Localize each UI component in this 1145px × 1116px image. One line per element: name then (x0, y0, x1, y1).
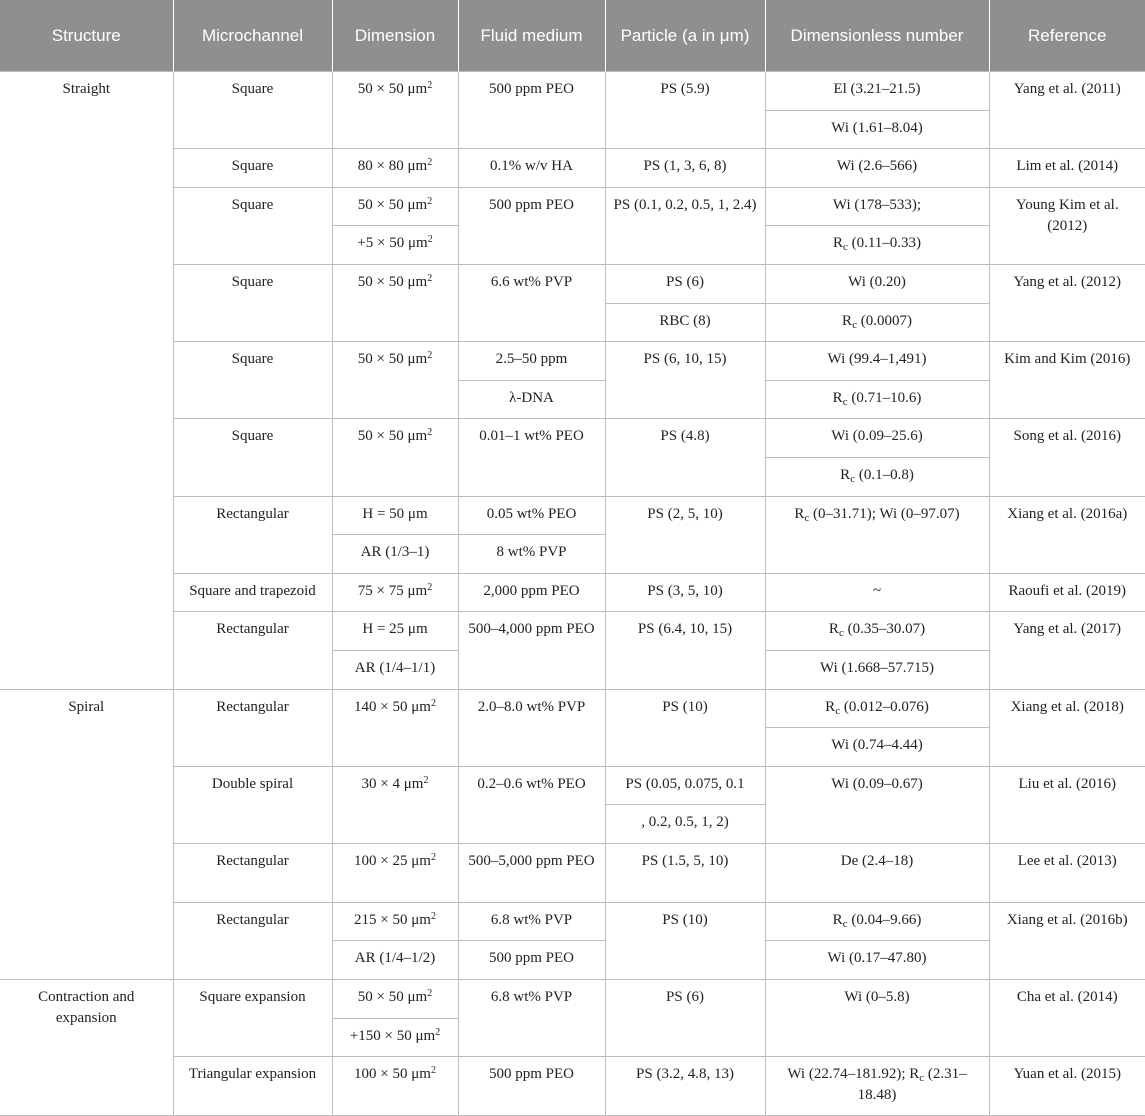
dimensionless-cell: $R_c$ (0–31.71); Wi (0–97.07) (765, 496, 989, 573)
reference-cell: Xiang et al. (2018) (989, 689, 1145, 766)
dimension-cell: AR (1/4–1/2) (332, 941, 458, 980)
dimensionless-cell: Wi (0.20) (765, 264, 989, 303)
dimension-cell: 50 × 50 $\mu m^2$ (332, 342, 458, 419)
structure-spiral: Spiral (0, 689, 173, 980)
dimension-cell: 50 × 50 $\mu m^2$ (332, 419, 458, 496)
particle-cell: PS (6.4, 10, 15) (605, 612, 765, 689)
reference-cell: Cha et al. (2014) (989, 980, 1145, 1057)
reference-cell: Xiang et al. (2016a) (989, 496, 1145, 573)
fluid-cell: λ-DNA (458, 380, 605, 419)
microchannel-cell: Square and trapezoid (173, 573, 332, 612)
reference-cell: Yuan et al. (2015) (989, 1057, 1145, 1116)
particle-cell: PS (5.9) (605, 72, 765, 149)
microchannel-cell: Square (173, 187, 332, 264)
microchannel-cell: Square expansion (173, 980, 332, 1057)
dimension-cell: 100 × 50 $\mu m^2$ (332, 1057, 458, 1116)
dimension-cell: 50 × 50 $\mu m^2$ (332, 980, 458, 1019)
particle-cell: PS (1, 3, 6, 8) (605, 149, 765, 188)
dimension-cell: H = 50 μm (332, 496, 458, 535)
microchannel-cell: Square (173, 419, 332, 496)
dimensionless-cell: $R_c$ (0.04–9.66) (765, 902, 989, 941)
fluid-cell: 0.1% w/v HA (458, 149, 605, 188)
dimension-cell: 80 × 80 $\mu m^2$ (332, 149, 458, 188)
reference-cell: Young Kim et al. (2012) (989, 187, 1145, 264)
dimensionless-cell: De (2.4–18) (765, 843, 989, 902)
header-row (0, 0, 1145, 72)
fluid-cell: 500–4,000 ppm PEO (458, 612, 605, 689)
dimension-cell: 215 × 50 $\mu m^2$ (332, 902, 458, 941)
fluid-cell: 500 ppm PEO (458, 941, 605, 980)
table-row (0, 980, 1145, 1019)
microchannel-cell: Triangular expansion (173, 1057, 332, 1116)
particle-cell: PS (6, 10, 15) (605, 342, 765, 419)
header-reference: Reference (989, 0, 1145, 72)
dimensionless-cell: $R_c$ (0.11–0.33) (765, 226, 989, 265)
fluid-cell: 6.6 wt% PVP (458, 264, 605, 341)
particle-cell: PS (4.8) (605, 419, 765, 496)
dimensionless-cell: Wi (2.6–566) (765, 149, 989, 188)
dimension-cell: 75 × 75 $\mu m^2$ (332, 573, 458, 612)
microchannel-cell: Rectangular (173, 612, 332, 689)
fluid-cell: 500 ppm PEO (458, 1057, 605, 1116)
dimensionless-cell: $R_c$ (0.1–0.8) (765, 457, 989, 496)
dimensionless-cell: $R_c$ (0.012–0.076) (765, 689, 989, 728)
dimensionless-cell: Wi (99.4–1,491) (765, 342, 989, 381)
reference-cell: Kim and Kim (2016) (989, 342, 1145, 419)
dimension-cell: 50 × 50 $\mu m^2$ (332, 72, 458, 149)
header-dimensionless-number: Dimensionless number (765, 0, 989, 72)
fluid-cell: 6.8 wt% PVP (458, 980, 605, 1057)
microchannel-cell: Double spiral (173, 766, 332, 843)
header-particle: Particle (a in μm) (605, 0, 765, 72)
fluid-cell: 0.2–0.6 wt% PEO (458, 766, 605, 843)
particle-cell: PS (3.2, 4.8, 13) (605, 1057, 765, 1116)
reference-cell: Raoufi et al. (2019) (989, 573, 1145, 612)
dimensionless-cell: Wi (0.74–4.44) (765, 728, 989, 767)
reference-cell: Song et al. (2016) (989, 419, 1145, 496)
fluid-cell: 6.8 wt% PVP (458, 902, 605, 941)
dimension-cell: +150 × 50 $\mu m^2$ (332, 1018, 458, 1057)
dimensionless-cell: Wi (0.09–25.6) (765, 419, 989, 458)
dimensionless-cell: ~ (765, 573, 989, 612)
fluid-cell: 500 ppm PEO (458, 72, 605, 149)
dimension-cell: AR (1/3–1) (332, 535, 458, 574)
header-microchannel: Microchannel (173, 0, 332, 72)
fluid-cell: 2.0–8.0 wt% PVP (458, 689, 605, 766)
header-fluid-medium: Fluid medium (458, 0, 605, 72)
fluid-cell: 500–5,000 ppm PEO (458, 843, 605, 902)
dimension-cell: 140 × 50 $\mu m^2$ (332, 689, 458, 766)
reference-cell: Xiang et al. (2016b) (989, 902, 1145, 979)
dimensionless-cell: $R_c$ (0.0007) (765, 303, 989, 342)
microchannel-cell: Square (173, 342, 332, 419)
particle-cell: PS (2, 5, 10) (605, 496, 765, 573)
fluid-cell: 2,000 ppm PEO (458, 573, 605, 612)
fluid-cell: 0.01–1 wt% PEO (458, 419, 605, 496)
fluid-cell: 8 wt% PVP (458, 535, 605, 574)
dimension-cell: 30 × 4 $\mu m^2$ (332, 766, 458, 843)
particle-cell: PS (0.1, 0.2, 0.5, 1, 2.4) (605, 187, 765, 264)
dimensionless-cell: Wi (0–5.8) (765, 980, 989, 1057)
reference-cell: Yang et al. (2012) (989, 264, 1145, 341)
microchannel-cell: Rectangular (173, 902, 332, 979)
dimensionless-cell: Wi (1.61–8.04) (765, 110, 989, 149)
particle-cell: PS (6) (605, 264, 765, 303)
dimension-cell: H = 25 μm (332, 612, 458, 651)
particle-cell: , 0.2, 0.5, 1, 2) (605, 805, 765, 844)
particle-cell: PS (10) (605, 902, 765, 979)
structure-straight: Straight (0, 72, 173, 690)
dimensionless-cell: Wi (0.17–47.80) (765, 941, 989, 980)
dimensionless-cell: Wi (178–533); (765, 187, 989, 226)
microchannel-cell: Rectangular (173, 689, 332, 766)
particle-cell: PS (3, 5, 10) (605, 573, 765, 612)
reference-cell: Lim et al. (2014) (989, 149, 1145, 188)
microchannel-cell: Square (173, 72, 332, 149)
header-dimension: Dimension (332, 0, 458, 72)
fluid-cell: 500 ppm PEO (458, 187, 605, 264)
reference-cell: Lee et al. (2013) (989, 843, 1145, 902)
dimensionless-cell: Wi (1.668–57.715) (765, 650, 989, 689)
dimension-cell: 50 × 50 $\mu m^2$ (332, 264, 458, 341)
dimensionless-cell: El (3.21–21.5) (765, 72, 989, 111)
dimensionless-cell: Wi (0.09–0.67) (765, 766, 989, 843)
microchannel-cell: Rectangular (173, 496, 332, 573)
reference-cell: Liu et al. (2016) (989, 766, 1145, 843)
particle-cell: PS (0.05, 0.075, 0.1 (605, 766, 765, 805)
fluid-cell: 2.5–50 ppm (458, 342, 605, 381)
particle-cell: PS (6) (605, 980, 765, 1057)
table-row (0, 689, 1145, 728)
dimension-cell: 100 × 25 $\mu m^2$ (332, 843, 458, 902)
dimensionless-cell: Wi (22.74–181.92); $R_c$ (2.31–18.48) (765, 1057, 989, 1116)
fluid-cell: 0.05 wt% PEO (458, 496, 605, 535)
header-structure: Structure (0, 0, 173, 72)
dimension-cell: +5 × 50 $\mu m^2$ (332, 226, 458, 265)
microchannel-cell: Square (173, 149, 332, 188)
table-row (0, 72, 1145, 111)
reference-cell: Yang et al. (2011) (989, 72, 1145, 149)
dimensionless-cell: $R_c$ (0.35–30.07) (765, 612, 989, 651)
microchannel-cell: Rectangular (173, 843, 332, 902)
particle-cell: PS (10) (605, 689, 765, 766)
dimensionless-cell: $R_c$ (0.71–10.6) (765, 380, 989, 419)
dimension-cell: AR (1/4–1/1) (332, 650, 458, 689)
particle-cell: PS (1.5, 5, 10) (605, 843, 765, 902)
particle-cell: RBC (8) (605, 303, 765, 342)
reference-cell: Yang et al. (2017) (989, 612, 1145, 689)
structure-contraction-expansion: Contraction and expansion (0, 980, 173, 1116)
microchannel-cell: Square (173, 264, 332, 341)
dimension-cell: 50 × 50 $\mu m^2$ (332, 187, 458, 226)
